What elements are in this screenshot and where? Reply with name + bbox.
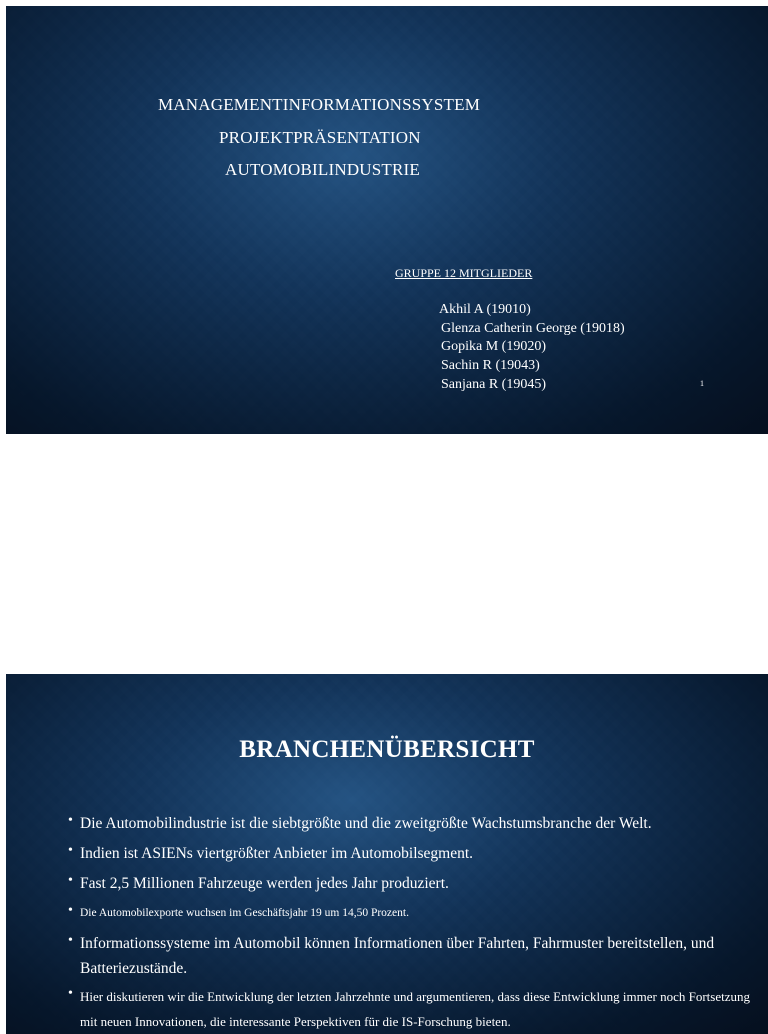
- member-item: Glenza Catherin George (19018): [441, 321, 625, 336]
- industry-overview-slide: [6, 674, 768, 1034]
- bullet-item: [68, 811, 750, 836]
- slide-title: BRANCHENÜBERSICHT: [239, 736, 535, 763]
- bullet-icon: •: [68, 873, 73, 888]
- group-members-heading: GRUPPE 12 MITGLIEDER: [395, 266, 533, 280]
- bullet-item: [68, 841, 750, 866]
- bullet-text: Hier diskutieren wir die Entwicklung der letzten Jahrzehnte und argumentieren, dass diese Entwicklung immer noch Fortsetzung mit neuen Innovationen, die interessante Perspektiven für die IS-Forschung bieten.: [80, 989, 750, 1029]
- presentation-title-line-1: MANAGEMENTINFORMATIONSSYSTEM: [158, 95, 481, 114]
- member-item: Sanjana R (19045): [441, 377, 546, 392]
- bullet-text: Informationssysteme im Automobil können Informationen über Fahrten, Fahrmuster bereitstellen, und Batteriezustände.: [80, 935, 715, 977]
- bullet-icon: •: [68, 903, 73, 918]
- member-item: Sachin R (19043): [441, 358, 540, 373]
- bullet-text: Die Automobilindustrie ist die siebtgrößte und die zweitgrößte Wachstumsbranche der Welt.: [80, 815, 652, 832]
- slide-page-number: 1: [700, 379, 704, 388]
- bullet-icon: •: [68, 843, 73, 858]
- bullet-item: [68, 901, 750, 925]
- bullet-item: [68, 984, 750, 1034]
- title-slide: [6, 6, 768, 434]
- presentation-title-line-2: PROJEKTPRÄSENTATION: [219, 128, 421, 147]
- presentation-title-line-3: AUTOMOBILINDUSTRIE: [225, 160, 420, 179]
- bullet-icon: •: [68, 933, 73, 948]
- bullet-text: Die Automobilexporte wuchsen im Geschäftsjahr 19 um 14,50 Prozent.: [80, 907, 409, 919]
- bullet-item: [68, 931, 750, 981]
- bullet-text: Indien ist ASIENs viertgrößter Anbieter im Automobilsegment.: [80, 845, 474, 862]
- member-item: Akhil A (19010): [439, 302, 531, 317]
- member-item: Gopika M (19020): [441, 339, 546, 354]
- bullet-icon: •: [68, 986, 73, 1001]
- bullet-icon: •: [68, 813, 73, 828]
- bullet-text: Fast 2,5 Millionen Fahrzeuge werden jedes Jahr produziert.: [80, 875, 449, 892]
- bullet-item: [68, 871, 750, 896]
